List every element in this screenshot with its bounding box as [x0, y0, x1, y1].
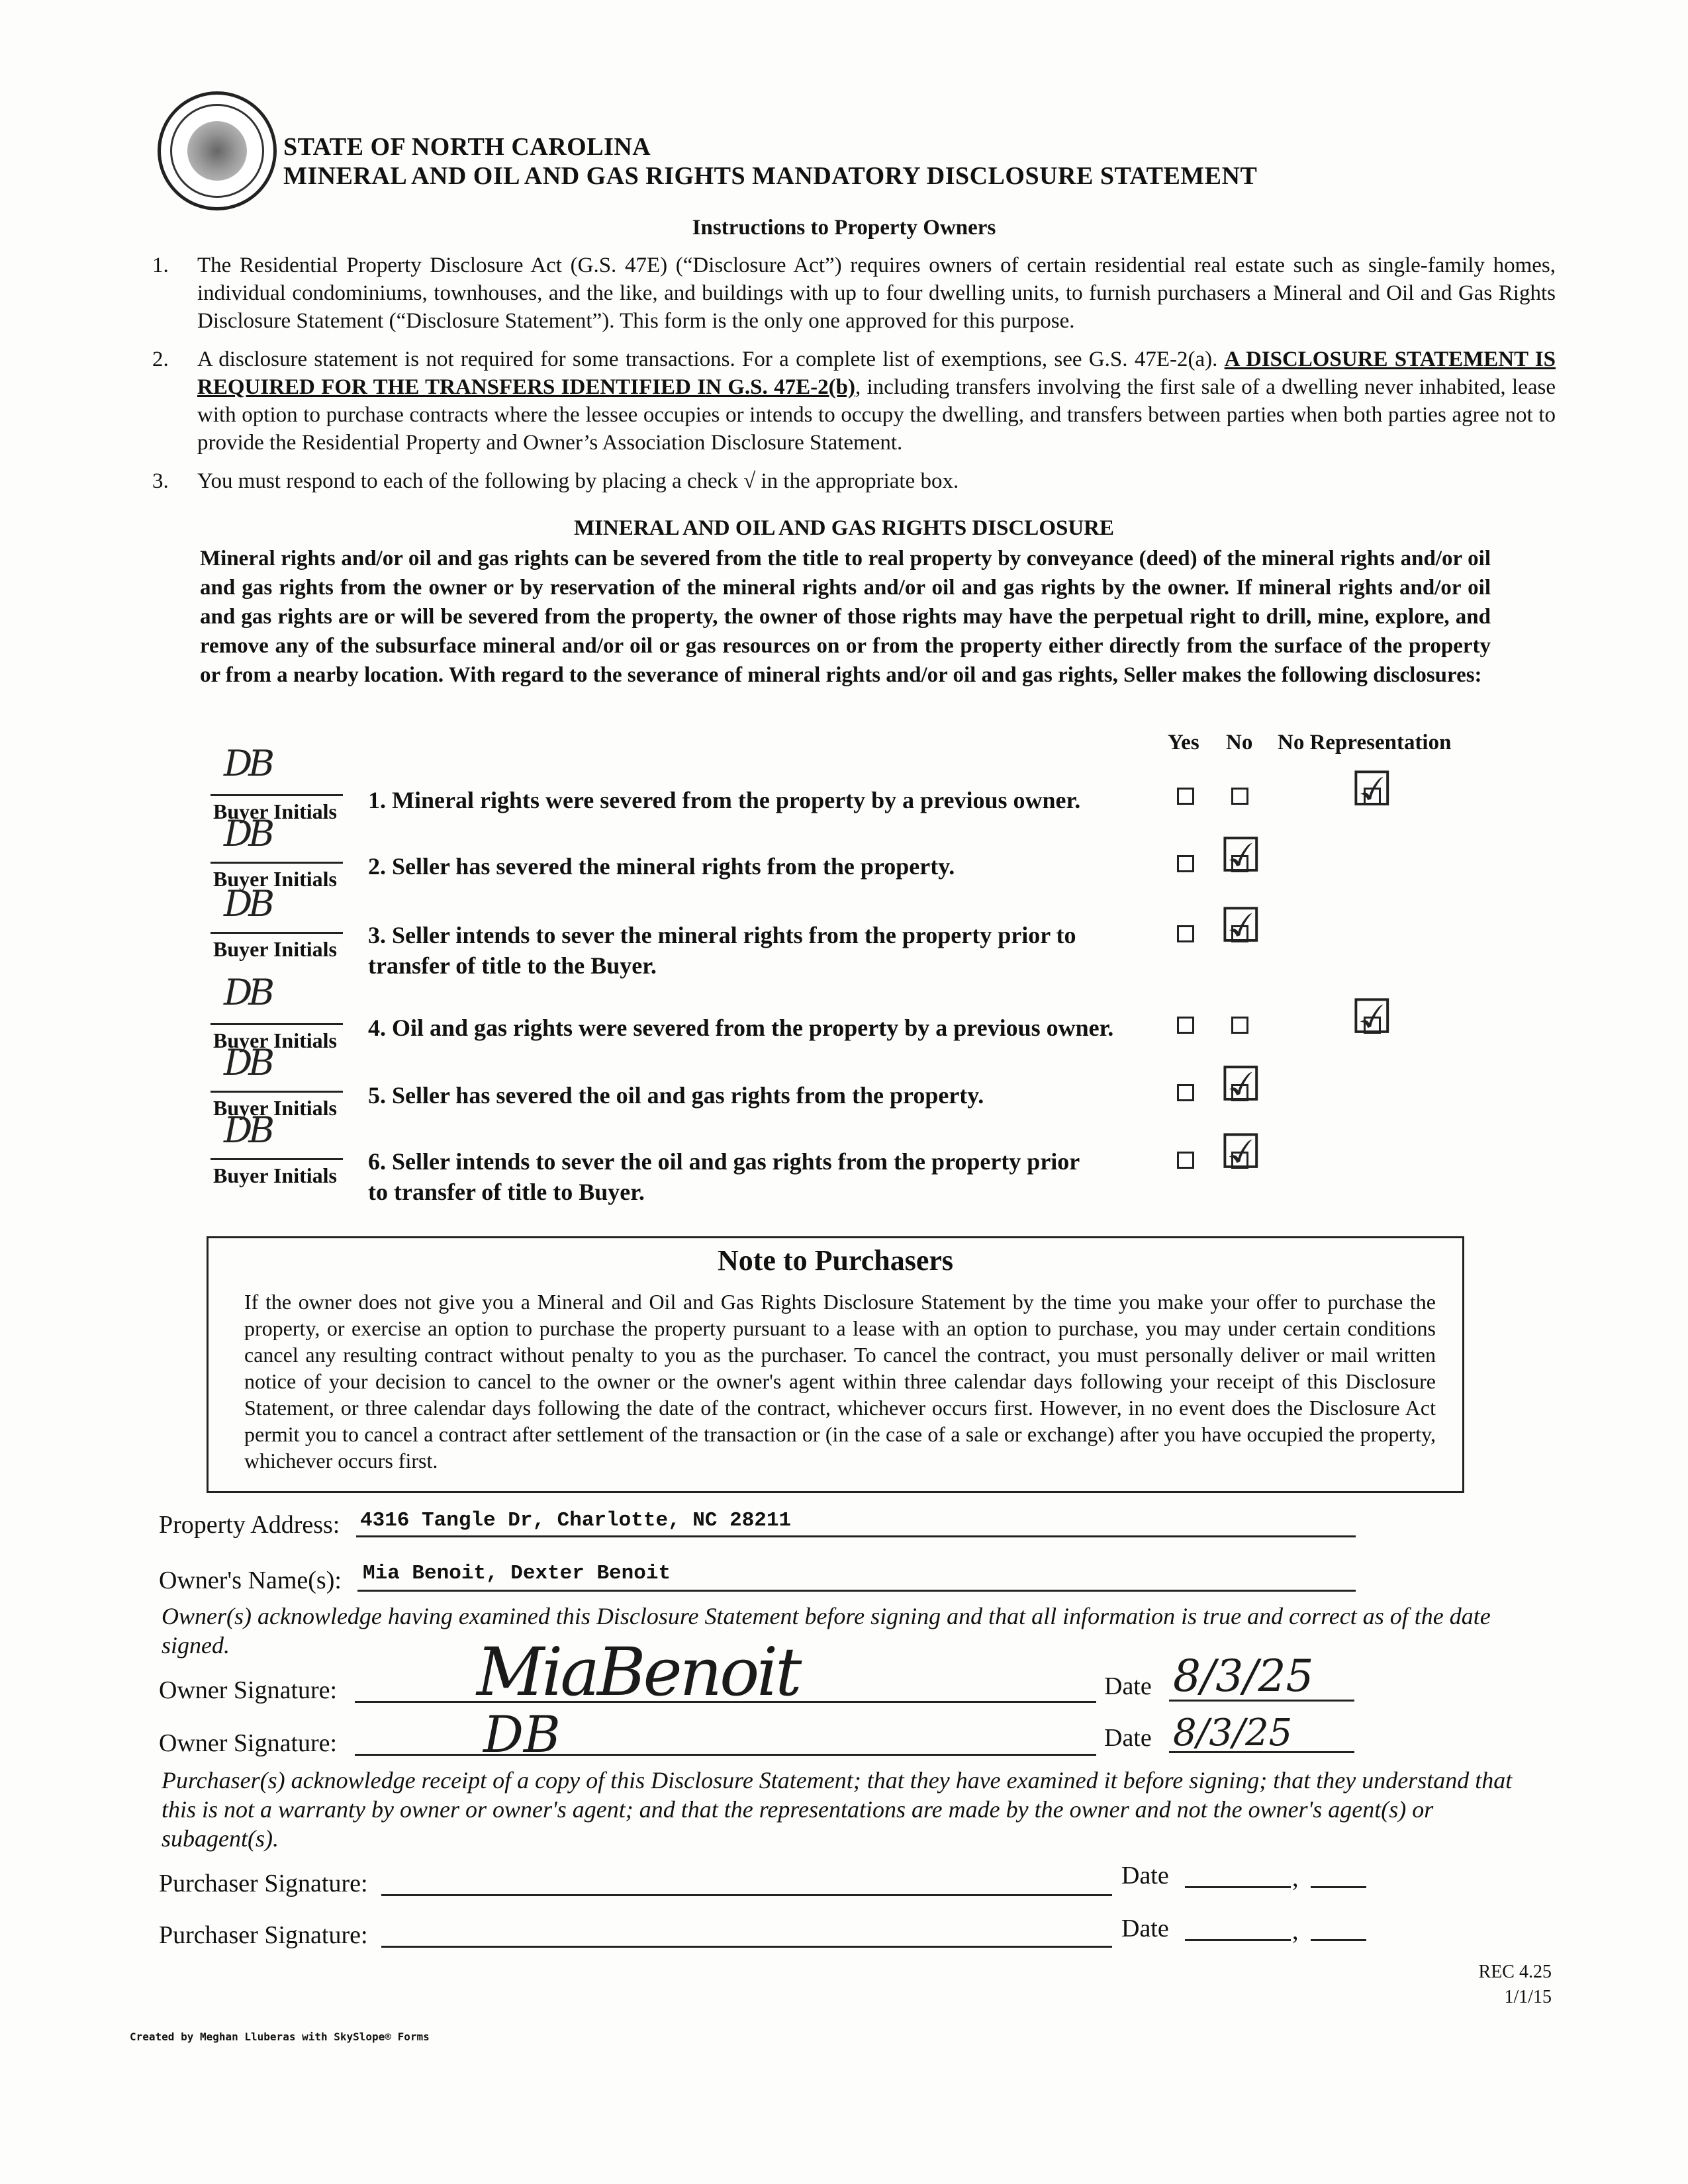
checkbox-yes-3[interactable] [1177, 925, 1194, 942]
property-address-label: Property Address: [159, 1511, 340, 1539]
buyer-initials-5: DB [224, 1042, 271, 1083]
purchaser-signature-field-1[interactable] [381, 1868, 1112, 1896]
check-mark-icon: ☑ [1219, 827, 1262, 883]
purchaser-signature-label-1: Purchaser Signature: [159, 1870, 368, 1897]
disclosure-title: MINERAL AND OIL AND GAS RIGHTS DISCLOSURE [573, 516, 1115, 540]
checkbox-yes-2[interactable] [1177, 855, 1194, 872]
check-mark-icon: ☑ [1350, 989, 1393, 1044]
check-mark-icon: ☑ [1219, 1056, 1262, 1112]
checkbox-no-4[interactable] [1231, 1017, 1248, 1034]
owner-acknowledgement: Owner(s) acknowledge having examined this Disclosure Statement before signing and that all information is true and correct as of the date signed. [162, 1603, 1491, 1659]
checkbox-yes-6[interactable] [1177, 1152, 1194, 1169]
purchaser-signature-label-2: Purchaser Signature: [159, 1921, 368, 1949]
form-date: 1/1/15 [1504, 1987, 1552, 2007]
owner-signature-2: DB [483, 1705, 561, 1764]
col-yes: Yes [1168, 731, 1199, 754]
owner-date-label-2: Date [1104, 1724, 1152, 1752]
col-no: No [1226, 731, 1253, 754]
owner-date-2: 8/3/25 [1173, 1711, 1293, 1754]
note-title: Note to Purchasers [718, 1244, 953, 1277]
owner-date-label-1: Date [1104, 1672, 1152, 1700]
form-code: REC 4.25 [1478, 1962, 1552, 1982]
checkbox-yes-4[interactable] [1177, 1017, 1194, 1034]
property-address-value: 4316 Tangle Dr, Charlotte, NC 28211 [360, 1509, 792, 1532]
purchaser-date-label-2: Date [1121, 1915, 1169, 1942]
buyer-initials-1: DB [224, 743, 271, 784]
instruction-item-2: 2. A disclosure statement is not required for some transactions. For a complete list of exemptions, see G.S. 47E-2(a). A DISCLOSURE STATEMENT IS REQUIRED FOR THE TRANSFERS IDENTIFIED IN G.S. 47E-2(b), including transfers involving the first sale of a dwelling never inhabited, lease with option to purchase contracts where the lessee occupies or intends to occupy the dwelling, and transfers between parties when both parties agree not to provide the Residential Property and Owner’s Association Disclosure Statement. [152, 347, 1556, 455]
instruction-emphasis: A DISCLOSURE STATEMENT IS REQUIRED FOR THE TRANSFERS IDENTIFIED IN G.S. 47E-2(b) [197, 347, 1556, 399]
owner-signature-label-2: Owner Signature: [159, 1729, 338, 1757]
owner-name-label: Owner's Name(s): [159, 1567, 342, 1594]
owner-signature-label-1: Owner Signature: [159, 1676, 338, 1704]
checkbox-no-1[interactable] [1231, 788, 1248, 805]
instruction-text-1: The Residential Property Disclosure Act (G.S. 47E) (“Disclosure Act”) requires owners of certain residential real estate such as single-family homes, individual condominiums, townhouses, and the like, and buildings with up to four dwelling units, to furnish purchasers a Mineral and Oil and Gas Rights Disclosure Statement (“Disclosure Statement”). This form is the only one approved for this purpose. [197, 253, 1556, 333]
owner-signature-1: MiaBenoit [477, 1633, 800, 1711]
instruction-item-1: 1. The Residential Property Disclosure Act (G.S. 47E) (“Disclosure Act”) requires owners of certain residential real estate such as single-family homes, individual condominiums, townhouses, and the like, and buildings with up to four dwelling units, to furnish purchasers a Mineral and Oil and Gas Rights Disclosure Statement (“Disclosure Statement”). This form is the only one approved for this purpose. [152, 251, 1556, 338]
col-no-representation: No Representation [1278, 731, 1452, 754]
check-mark-icon: ☑ [1219, 897, 1262, 953]
nc-seal-icon [158, 91, 277, 210]
header-state: STATE OF NORTH CAROLINA [283, 133, 651, 161]
checkbox-yes-1[interactable] [1177, 788, 1194, 805]
purchaser-signature-field-2[interactable] [381, 1919, 1112, 1948]
owner-signature-field-2[interactable] [355, 1727, 1096, 1756]
check-mark-icon: ☑ [1350, 761, 1393, 817]
purchaser-date-label-1: Date [1121, 1862, 1169, 1889]
disclosure-paragraph: Mineral rights and/or oil and gas rights can be severed from the title to real property by conveyance (deed) of the mineral rights and/or oil and gas rights from the owner or by reservation of the mineral rights and/or oil and gas rights by the owner. If mineral rights and/or oil and gas rights are or will be severed from the property, the owner of those rights may have the perpetual right to drill, mine, explore, and remove any of the subsurface mineral and/or oil or gas resources on or from the property either directly from the surface of the property or from a nearby location. With regard to the severance of mineral rights and/or oil and gas rights, Seller makes the following disclosures: [200, 547, 1491, 687]
footer-credit: Created by Meghan Lluberas with SkySlope® Forms [130, 2030, 430, 2043]
check-mark-icon: ☑ [1219, 1124, 1262, 1179]
purchaser-date-field-1[interactable] [1185, 1861, 1291, 1888]
header-form-title: MINERAL AND OIL AND GAS RIGHTS MANDATORY DISCLOSURE STATEMENT [283, 162, 1258, 190]
instruction-item-3: 3. You must respond to each of the following by placing a check √ in the appropriate box. [152, 469, 959, 493]
purchaser-acknowledgement: Purchaser(s) acknowledge receipt of a copy of this Disclosure Statement; that they have examined it before signing; that they understand that this is not a warranty by owner or owner's agent; and that the representations are made by the owner and not the owner's agent(s) or subagent(s). [162, 1767, 1513, 1852]
note-body: If the owner does not give you a Mineral and Oil and Gas Rights Disclosure Statement by the time you make your offer to purchase the property, or exercise an option to purchase the property pursuant to a lease with an option to purchase, you may under certain conditions cancel any resulting contract without penalty to you as the purchaser. To cancel the contract, you must personally deliver or mail written notice of your decision to cancel to the owner or the owner's agent within three calendar days following your receipt of this Disclosure Statement, or three calendar days following the date of the contract, whichever occurs first. However, in no event does the Disclosure Act permit you to cancel a contract after settlement of the transaction or (in the case of a sale or exchange) after you have occupied the property, whichever occurs first. [244, 1290, 1436, 1473]
purchaser-year-field-2[interactable] [1311, 1914, 1366, 1941]
buyer-initials-4: DB [224, 972, 271, 1013]
checkbox-yes-5[interactable] [1177, 1084, 1194, 1101]
buyer-initials-6: DB [224, 1109, 271, 1151]
owner-date-1: 8/3/25 [1173, 1651, 1314, 1702]
purchaser-year-field-1[interactable] [1311, 1861, 1366, 1888]
purchaser-date-field-2[interactable] [1185, 1914, 1291, 1941]
note-to-purchasers-box [207, 1236, 1464, 1493]
instructions-title: Instructions to Property Owners [692, 216, 996, 240]
buyer-initials-3: DB [224, 883, 271, 925]
buyer-initials-2: DB [224, 813, 271, 854]
owner-name-value: Mia Benoit, Dexter Benoit [363, 1562, 671, 1585]
